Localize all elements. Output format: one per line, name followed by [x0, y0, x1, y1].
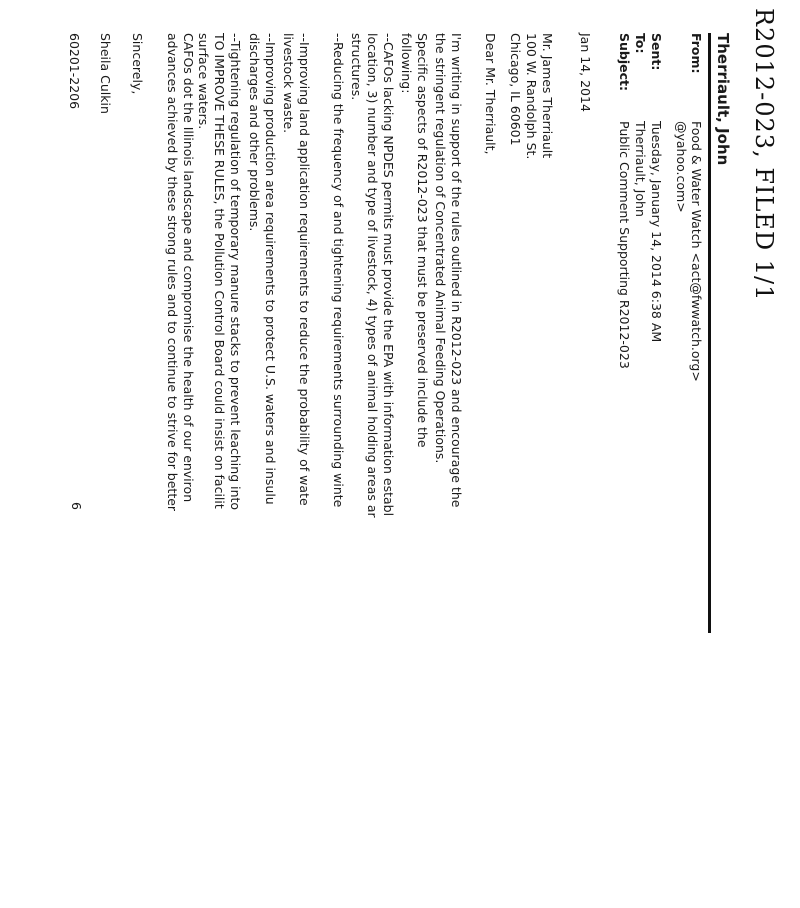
text-line: --Reducing the frequency of and tightening requirements surrounding winte	[331, 33, 346, 508]
header-subject	[617, 33, 632, 369]
list-item	[195, 33, 243, 733]
to-label: To:	[633, 33, 648, 54]
header-divider	[708, 33, 711, 633]
filing-stamp: R2012-023, FILED 1/1	[750, 8, 778, 302]
header-sent	[649, 33, 664, 342]
text-line: following:	[399, 33, 414, 94]
list-item	[246, 33, 278, 733]
header-from	[674, 33, 704, 382]
header-to	[633, 33, 648, 217]
page-number: 6	[69, 502, 84, 510]
address-line: Chicago, IL 60601	[508, 33, 523, 146]
zip-code: 60201-2206	[67, 33, 82, 110]
text-line: TO IMPROVE THESE RULES, the Pollution Control Board could insist on facilit	[212, 33, 227, 509]
text-line: I'm writing in support of the rules outlined in R2012-023 and encourage the	[449, 33, 464, 508]
salutation: Dear Mr. Therriault,	[483, 33, 498, 155]
text-line: --Improving production area requirements to protect U.S. waters and insulu	[263, 33, 278, 505]
paragraph-intro	[432, 33, 464, 733]
text-line: Specific aspects of R2012-023 that must be preserved include the	[415, 33, 430, 448]
to-value: Therriault, John	[633, 121, 648, 217]
letter-date: Jan 14, 2014	[578, 33, 593, 112]
from-value-line2: @yahoo.com>	[674, 121, 689, 213]
list-item	[330, 33, 346, 733]
subject-label: Subject:	[617, 33, 632, 91]
text-line: --Tightening regulation of temporary manure stacks to prevent leaching into	[228, 33, 243, 511]
sender-name: Therriault, John	[714, 33, 732, 166]
text-line: CAFOs dot the Illinois landscape and compromise the health of our environ	[181, 33, 196, 503]
address-line: 100 W. Randolph St.	[524, 33, 539, 160]
address-line: Mr. James Therriault	[540, 33, 555, 159]
text-line: structures.	[349, 33, 364, 101]
closing: Sincerely,	[130, 33, 145, 95]
text-line: --Improving land application requirements to reduce the probability of wate	[297, 33, 312, 506]
from-value-line1: Food & Water Watch <act@fwwatch.org>	[689, 121, 704, 382]
list-item	[348, 33, 396, 733]
signature-name: Sheila Culkin	[98, 33, 113, 114]
paragraph-closing	[164, 33, 196, 733]
sent-value: Tuesday, January 14, 2014 6:38 AM	[649, 121, 664, 343]
text-line: location, 3) number and type of livestock, 4) types of animal holding areas ar	[365, 33, 380, 518]
text-line: surface waters.	[196, 33, 211, 130]
recipient-address	[507, 33, 555, 733]
text-line: the stringent regulation of Concentrated Animal Feeding Operations.	[433, 33, 448, 464]
list-item	[280, 33, 312, 733]
subject-value: Public Comment Supporting R2012-023	[617, 121, 632, 369]
text-line: discharges and other problems.	[247, 33, 262, 232]
paragraph-aspects	[398, 33, 430, 733]
from-label: From:	[689, 33, 704, 74]
text-line: --CAFOs lacking NPDES permits must provide the EPA with information establ	[381, 33, 396, 517]
text-line: advances achieved by these strong rules and to continue to strive for better	[165, 33, 180, 512]
sent-label: Sent:	[649, 33, 664, 71]
text-line: livestock waste.	[281, 33, 296, 134]
